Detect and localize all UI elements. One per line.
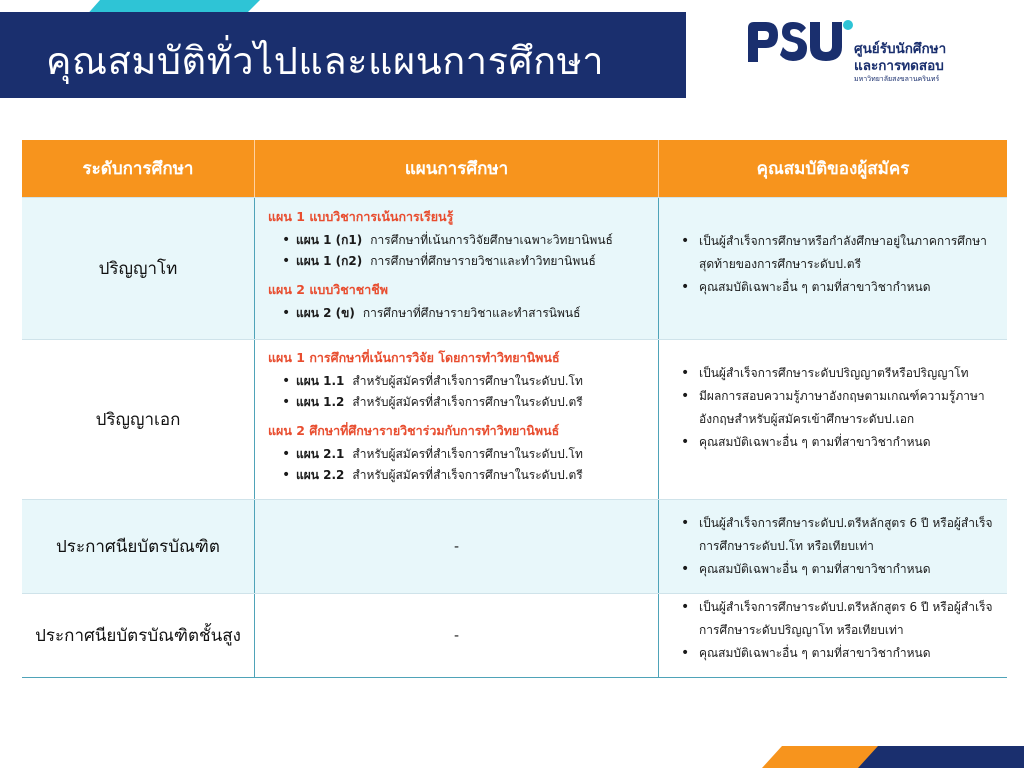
qualification-cell — [659, 594, 1007, 677]
bottom-accent-stripes — [762, 746, 1024, 768]
qualification-item: • เป็นผู้สำเร็จการศึกษาระดับปริญญาตรีหรือปริญญาโท — [681, 362, 1007, 385]
plan-group-heading: แผน 1 การศึกษาที่เน้นการวิจัย โดยการทำวิทยานิพนธ์ — [268, 350, 560, 365]
plan-desc: สำหรับผู้สมัครที่สำเร็จการศึกษาในระดับป.ตรี — [352, 395, 583, 409]
plan-code: แผน 1 (ก2) — [296, 254, 363, 268]
level-cell: ประกาศนียบัตรบัณฑิต — [22, 500, 255, 593]
plan-code: แผน 1 (ก1) — [296, 233, 363, 247]
plan-item — [282, 371, 658, 392]
plan-code: แผน 1.1 — [296, 374, 345, 388]
plan-cell: - — [255, 594, 659, 677]
plan-code: แผน 1.2 — [296, 395, 345, 409]
plan-desc: สำหรับผู้สมัครที่สำเร็จการศึกษาในระดับป.ตรี — [352, 468, 583, 482]
plan-item — [282, 392, 658, 413]
plan-code: แผน 2.1 — [296, 447, 345, 461]
qualification-item: • มีผลการสอบความรู้ภาษาอังกฤษตามเกณฑ์ความรู้ภาษาอังกฤษสำหรับผู้สมัครเข้าศึกษาระดับป.เอก — [681, 385, 1007, 431]
table-row-phd — [22, 339, 1007, 499]
table-row-graduate-diploma — [22, 499, 1007, 593]
plan-cell — [255, 198, 659, 339]
plan-code: แผน 2 (ข) — [296, 306, 355, 320]
qualification-cell — [659, 198, 1007, 339]
qualification-item: • คุณสมบัติเฉพาะอื่น ๆ ตามที่สาขาวิชากำหนด — [681, 431, 1007, 454]
psu-logo — [744, 18, 994, 90]
qualification-item: • คุณสมบัติเฉพาะอื่น ๆ ตามที่สาขาวิชากำหนด — [681, 642, 1007, 665]
qualification-item: • คุณสมบัติเฉพาะอื่น ๆ ตามที่สาขาวิชากำหนด — [681, 558, 1007, 581]
plan-cell — [255, 340, 659, 499]
plan-group-heading: แผน 2 แบบวิชาชาชีพ — [268, 282, 389, 297]
table-row-masters — [22, 197, 1007, 339]
plan-code: แผน 2.2 — [296, 468, 345, 482]
qualification-cell — [659, 340, 1007, 499]
qualification-item: • เป็นผู้สำเร็จการศึกษาระดับป.ตรีหลักสูตร 6 ปี หรือผู้สำเร็จการศึกษาระดับป.โท หรือเทียบเท่า — [681, 512, 1007, 558]
plan-item — [282, 230, 658, 251]
plan-desc: สำหรับผู้สมัครที่สำเร็จการศึกษาในระดับป.โท — [352, 374, 583, 388]
title-banner — [0, 12, 686, 98]
logo-text-line2: และการทดสอบ — [854, 58, 944, 74]
plan-desc: การศึกษาที่ศึกษารายวิชาและทำสารนิพนธ์ — [362, 306, 581, 320]
plan-item — [282, 251, 658, 272]
qualification-item: • เป็นผู้สำเร็จการศึกษาหรือกำลังศึกษาอยู่ในภาคการศึกษาสุดท้ายของการศึกษาระดับป.ตรี — [681, 230, 1007, 276]
header-level: ระดับการศึกษา — [22, 140, 255, 197]
level-cell: ประกาศนียบัตรบัณฑิตชั้นสูง — [22, 594, 255, 677]
plan-item — [282, 303, 658, 324]
header-plan: แผนการศึกษา — [255, 140, 659, 197]
logo-text-line1: ศูนย์รับนักศึกษา — [854, 41, 947, 57]
qualification-cell — [659, 500, 1007, 593]
psu-logo-mark — [744, 18, 854, 68]
level-cell: ปริญญาโท — [22, 198, 255, 339]
page-title: คุณสมบัติทั่วไปและแผนการศึกษา — [46, 39, 605, 83]
table-header — [22, 140, 1007, 197]
plan-item — [282, 465, 658, 486]
plan-cell: - — [255, 500, 659, 593]
level-cell: ปริญญาเอก — [22, 340, 255, 499]
header-qualifications: คุณสมบัติของผู้สมัคร — [756, 159, 910, 179]
plan-desc: การศึกษาที่ศึกษารายวิชาและทำวิทยานิพนธ์ — [370, 254, 596, 268]
plan-group-heading: แผน 1 แบบวิชาการเน้นการเรียนรู้ — [268, 209, 454, 224]
plan-item — [282, 444, 658, 465]
table-row-higher-graduate-diploma — [22, 593, 1007, 677]
logo-text-line3: มหาวิทยาลัยสงขลานครินทร์ — [854, 75, 940, 83]
plan-desc: การศึกษาที่เน้นการวิจัยศึกษาเฉพาะวิทยานิพนธ์ — [370, 233, 613, 247]
qualification-item: • เป็นผู้สำเร็จการศึกษาระดับป.ตรีหลักสูตร 6 ปี หรือผู้สำเร็จการศึกษาระดับปริญญาโท หรือเทียบเท่า — [681, 596, 1007, 642]
qualification-item: • คุณสมบัติเฉพาะอื่น ๆ ตามที่สาขาวิชากำหนด — [681, 276, 1007, 299]
qualifications-table — [22, 140, 1007, 678]
plan-group-heading: แผน 2 ศึกษาที่ศึกษารายวิชาร่วมกับการทำวิทยานิพนธ์ — [268, 423, 560, 438]
plan-desc: สำหรับผู้สมัครที่สำเร็จการศึกษาในระดับป.โท — [352, 447, 583, 461]
